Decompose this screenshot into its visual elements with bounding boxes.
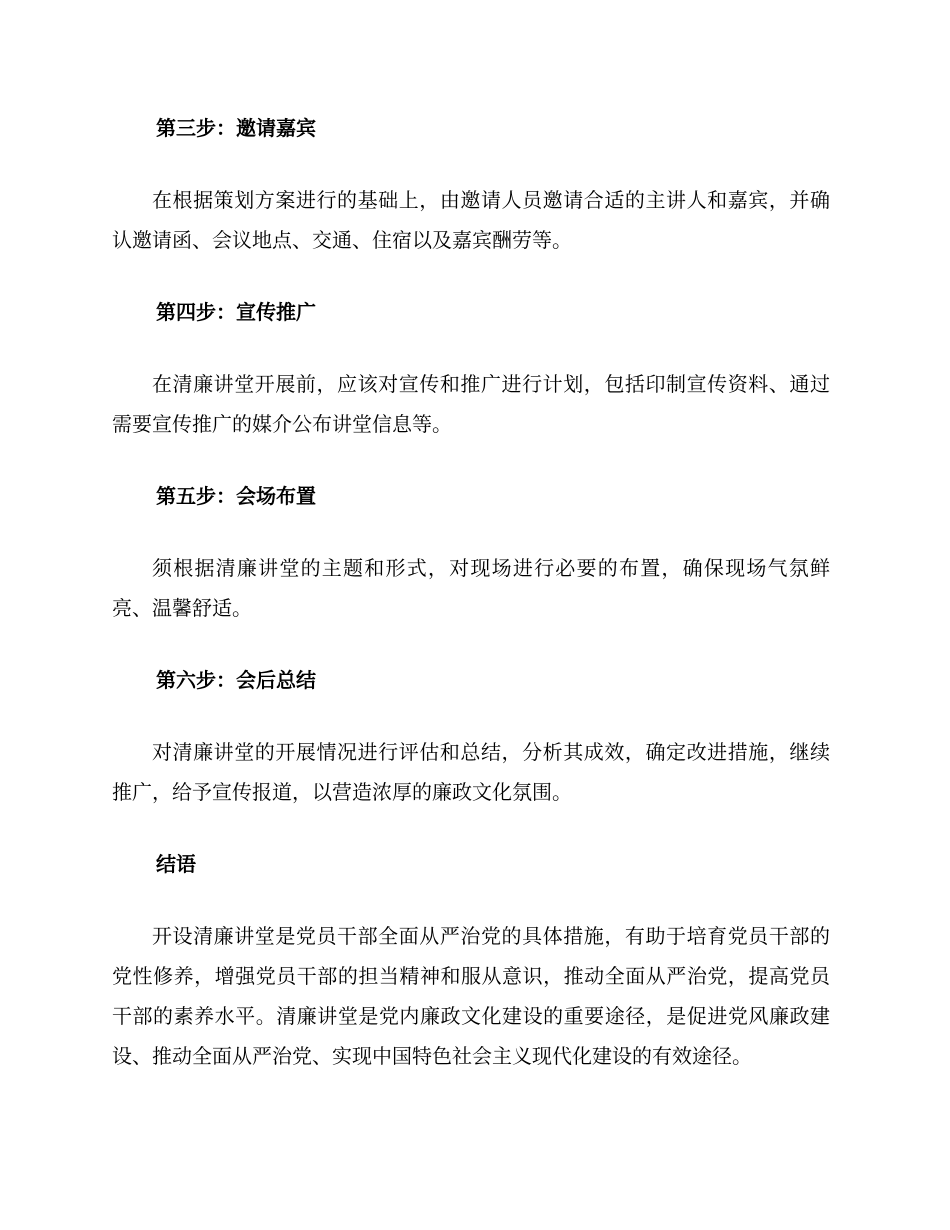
section-paragraph-step5: 须根据清廉讲堂的主题和形式，对现场进行必要的布置，确保现场气氛鲜亮、温馨舒适。: [112, 556, 830, 620]
section-paragraph-step6: 对清廉讲堂的开展情况进行评估和总结，分析其成效，确定改进措施，继续推广，给予宣传报道，以营造浓厚的廉政文化氛围。: [112, 740, 830, 804]
document-body: [112, 108, 830, 1076]
section-paragraph-conclusion: 开设清廉讲堂是党员干部全面从严治党的具体措施，有助于培育党员干部的党性修养，增强党员干部的担当精神和服从意识，推动全面从严治党，提高党员干部的素养水平。清廉讲堂是党内廉政文化建设的重要途径，是促进党风廉政建设、推动全面从严治党、实现中国特色社会主义现代化建设的有效途径。: [112, 924, 830, 1068]
section-heading-step3: 第三步：邀请嘉宾: [156, 116, 316, 140]
section-heading-step4: 第四步：宣传推广: [156, 300, 316, 324]
section-paragraph-step3: 在根据策划方案进行的基础上，由邀请人员邀请合适的主讲人和嘉宾，并确认邀请函、会议地点、交通、住宿以及嘉宾酬劳等。: [112, 188, 830, 252]
section-paragraph-step4: 在清廉讲堂开展前，应该对宣传和推广进行计划，包括印制宣传资料、通过需要宣传推广的媒介公布讲堂信息等。: [112, 372, 830, 436]
section-heading-conclusion: 结语: [156, 852, 196, 876]
section-heading-step6: 第六步：会后总结: [156, 668, 316, 692]
section-heading-step5: 第五步：会场布置: [156, 484, 316, 508]
